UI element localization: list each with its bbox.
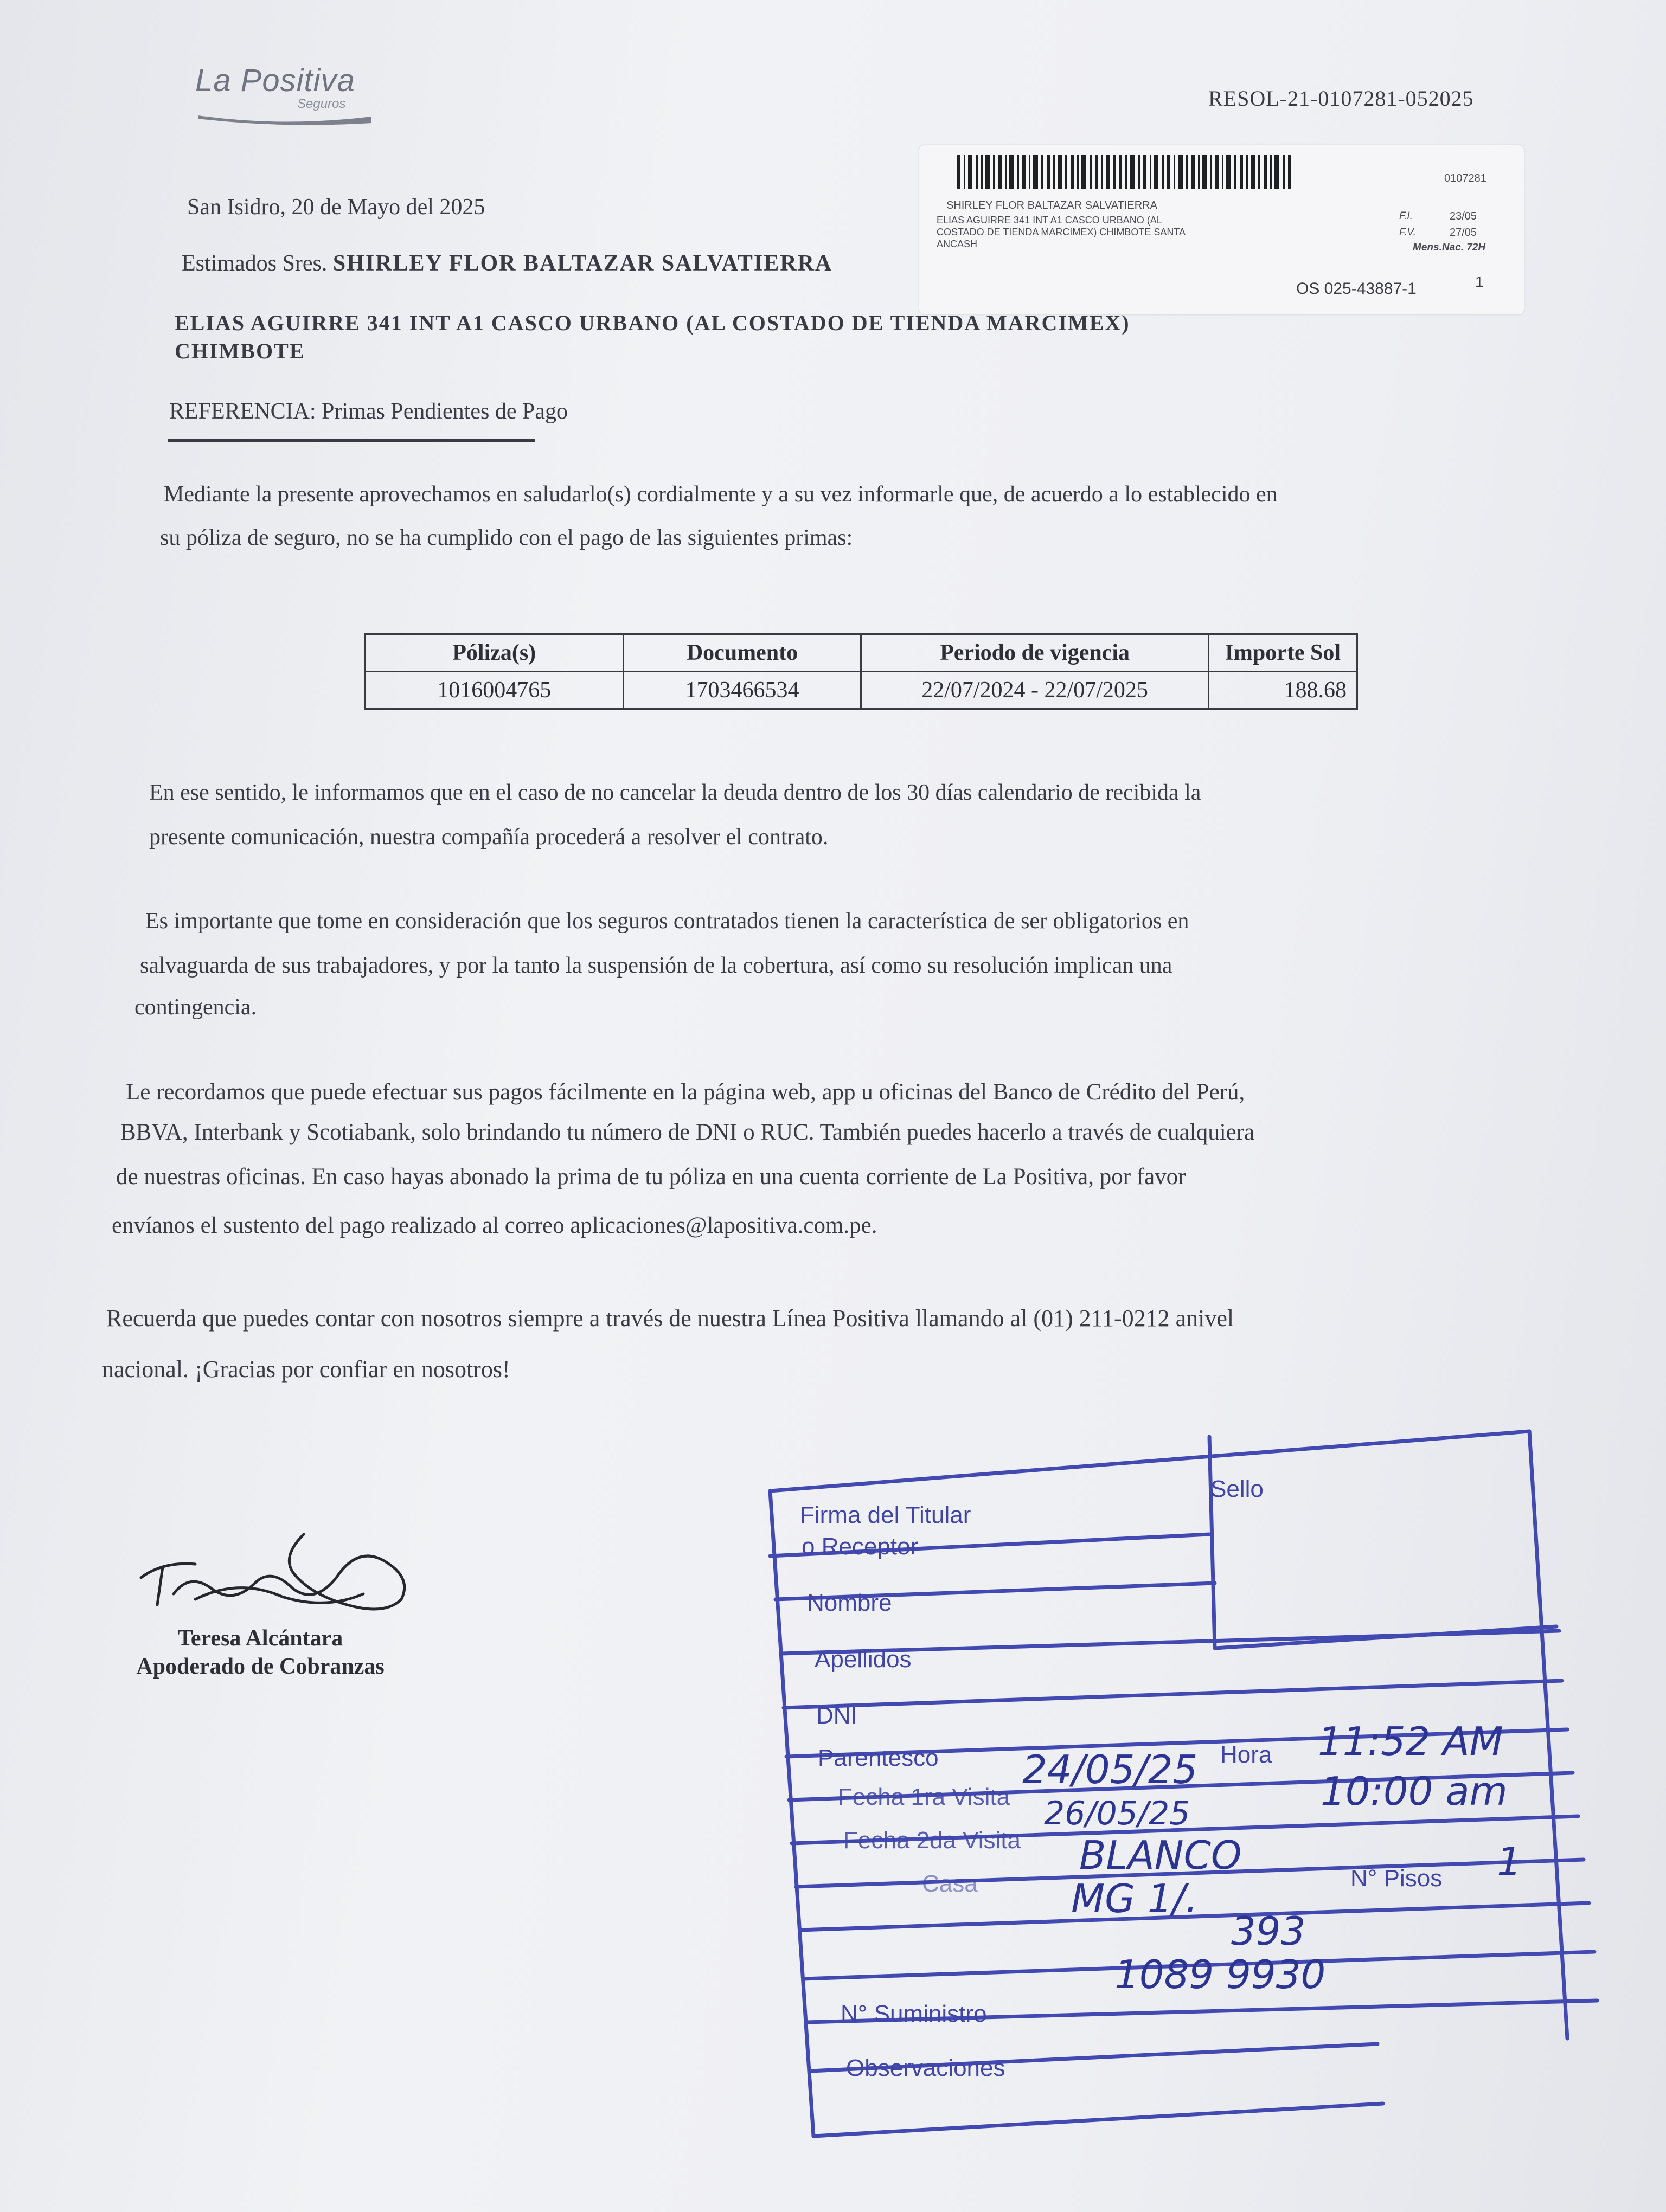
- label-fi-label: F.I.: [1399, 210, 1413, 222]
- stamp-hora-label: Hora: [1220, 1741, 1272, 1768]
- hw-number: 393: [1231, 1908, 1306, 1954]
- hw-suministro: 1089 9930: [1114, 1952, 1326, 1997]
- label-address-2: COSTADO DE TIENDA MARCIMEX) CHIMBOTE SANTA: [937, 227, 1186, 237]
- paragraph-2-line-2: salvaguarda de sus trabajadores, y por la tanto la suspensión de la cobertura, así como su resolución implican una: [140, 953, 1172, 978]
- col-importe: Importe Sol: [1208, 634, 1357, 672]
- stamp-firma-label: Firma del Titular: [800, 1502, 971, 1528]
- recipient-city: CHIMBOTE: [175, 339, 305, 363]
- paragraph-2-line-1: Es importante que tome en consideración que los seguros contratados tienen la característica de ser obligatorios en: [145, 909, 1189, 934]
- label-address-1: ELIAS AGUIRRE 341 INT A1 CASCO URBANO (AL: [937, 215, 1162, 226]
- paragraph-3-line-3: de nuestras oficinas. En caso hayas abonado la prima de tu póliza en una cuenta corriente de La Positiva, por favor: [116, 1164, 1186, 1189]
- recipient-name: SHIRLEY FLOR BALTAZAR SALVATIERRA: [332, 251, 833, 276]
- hw-visit2-time: 10:00 am: [1321, 1769, 1508, 1814]
- paragraph-1-line-1: En ese sentido, le informamos que en el caso de no cancelar la deuda dentro de los 30 días calendario de recibida la: [149, 780, 1201, 805]
- handwritten-signature-icon: [130, 1513, 434, 1632]
- barcode-icon: [957, 155, 1293, 189]
- stamp-visita1-label: Fecha 1ra Visita: [838, 1784, 1010, 1810]
- paragraph-4-line-2: nacional. ¡Gracias por confiar en nosotros!: [102, 1356, 510, 1382]
- paragraph-1-line-2: presente comunicación, nuestra compañía procederá a resolver el contrato.: [149, 825, 829, 850]
- label-os-number: OS 025-43887-1: [1296, 280, 1417, 298]
- cell-periodo: 22/07/2024 - 22/07/2025: [861, 672, 1208, 709]
- col-poliza: Póliza(s): [366, 634, 624, 672]
- table-header-row: [366, 634, 1357, 672]
- stamp-dni-label: DNI: [816, 1702, 857, 1729]
- recipient-address: ELIAS AGUIRRE 341 INT A1 CASCO URBANO (AL COSTADO DE TIENDA MARCIMEX): [175, 311, 1130, 335]
- table-row: [366, 672, 1357, 709]
- logo-swoosh-icon: [195, 111, 374, 127]
- stamp-pisos-label: N° Pisos: [1350, 1865, 1443, 1892]
- stamp-nombre-label: Nombre: [807, 1590, 892, 1616]
- paragraph-4-line-1: Recuerda que puedes contar con nosotros siempre a través de nuestra Línea Positiva llamando al (01) 211-0212 anivel: [106, 1305, 1234, 1332]
- cell-documento: 1703466534: [623, 672, 861, 709]
- cell-poliza: 1016004765: [366, 672, 624, 709]
- hw-house-color: BLANCO: [1079, 1832, 1242, 1878]
- signer-name: Teresa Alcántara: [177, 1626, 343, 1651]
- paragraph-2-line-3: contingencia.: [134, 995, 257, 1020]
- stamp-casa-label: Casa: [922, 1870, 978, 1897]
- greeting: [182, 250, 832, 276]
- paragraph-3-line-2: BBVA, Interbank y Scotiabank, solo brindando tu número de DNI o RUC. También puedes hacerlo a través de cualquiera: [120, 1120, 1255, 1145]
- label-code: 0107281: [1444, 172, 1486, 184]
- label-service: Mens.Nac. 72H: [1413, 242, 1486, 253]
- label-fv-label: F.V.: [1399, 227, 1416, 238]
- intro-line-2: su póliza de seguro, no se ha cumplido con el pago de las siguientes primas:: [160, 525, 853, 550]
- stamp-visita2-label: Fecha 2da Visita: [843, 1827, 1021, 1854]
- label-fi-value: 23/05: [1450, 210, 1477, 222]
- hw-visit1-time: 11:52 AM: [1318, 1719, 1503, 1764]
- col-periodo: Periodo de vigencia: [861, 634, 1208, 672]
- label-fv-value: 27/05: [1450, 227, 1477, 239]
- signer-title: Apoderado de Cobranzas: [136, 1654, 385, 1679]
- label-recipient: SHIRLEY FLOR BALTAZAR SALVATIERRA: [946, 200, 1157, 211]
- stamp-receptor-label: o Receptor: [802, 1533, 919, 1560]
- greeting-prefix: Estimados Sres.: [182, 251, 328, 276]
- stamp-suministro-label: N° Suministro: [841, 2001, 987, 2027]
- reference-underline: [168, 439, 535, 442]
- label-address-3: ANCASH: [937, 239, 978, 249]
- hw-visit2-date: 26/05/25: [1044, 1795, 1190, 1832]
- cell-importe: 188.68: [1208, 672, 1357, 709]
- intro-line-1: Mediante la presente aprovechamos en saludarlo(s) cordialmente y a su vez informarle que, de acuerdo a lo establecido en: [164, 482, 1278, 507]
- premium-table: [364, 633, 1358, 710]
- paragraph-3-line-4: envíanos el sustento del pago realizado al correo aplicaciones@lapositiva.com.pe.: [112, 1213, 877, 1238]
- col-documento: Documento: [623, 634, 861, 672]
- company-logo-subtitle: Seguros: [297, 97, 346, 111]
- stamp-parentesco-label: Parentesco: [818, 1745, 939, 1771]
- stamp-sello-label: Sello: [1210, 1476, 1264, 1502]
- label-count: 1: [1475, 273, 1484, 290]
- hw-visit1-date: 24/05/25: [1022, 1747, 1198, 1792]
- mailing-label: [919, 145, 1524, 314]
- hw-pisos: 1: [1497, 1839, 1522, 1885]
- reference-line: REFERENCIA: Primas Pendientes de Pago: [169, 399, 568, 424]
- stamp-observaciones-label: Observaciones: [846, 2055, 1005, 2081]
- place-date: San Isidro, 20 de Mayo del 2025: [187, 195, 485, 220]
- company-logo: La Positiva: [195, 63, 355, 98]
- hw-material: MG 1/.: [1071, 1876, 1198, 1921]
- paragraph-3-line-1: Le recordamos que puede efectuar sus pagos fácilmente en la página web, app u oficinas del Banco de Crédito del Perú,: [126, 1079, 1245, 1105]
- stamp-apellidos-label: Apellidos: [815, 1646, 912, 1673]
- resolution-code: RESOL-21-0107281-052025: [1208, 86, 1474, 111]
